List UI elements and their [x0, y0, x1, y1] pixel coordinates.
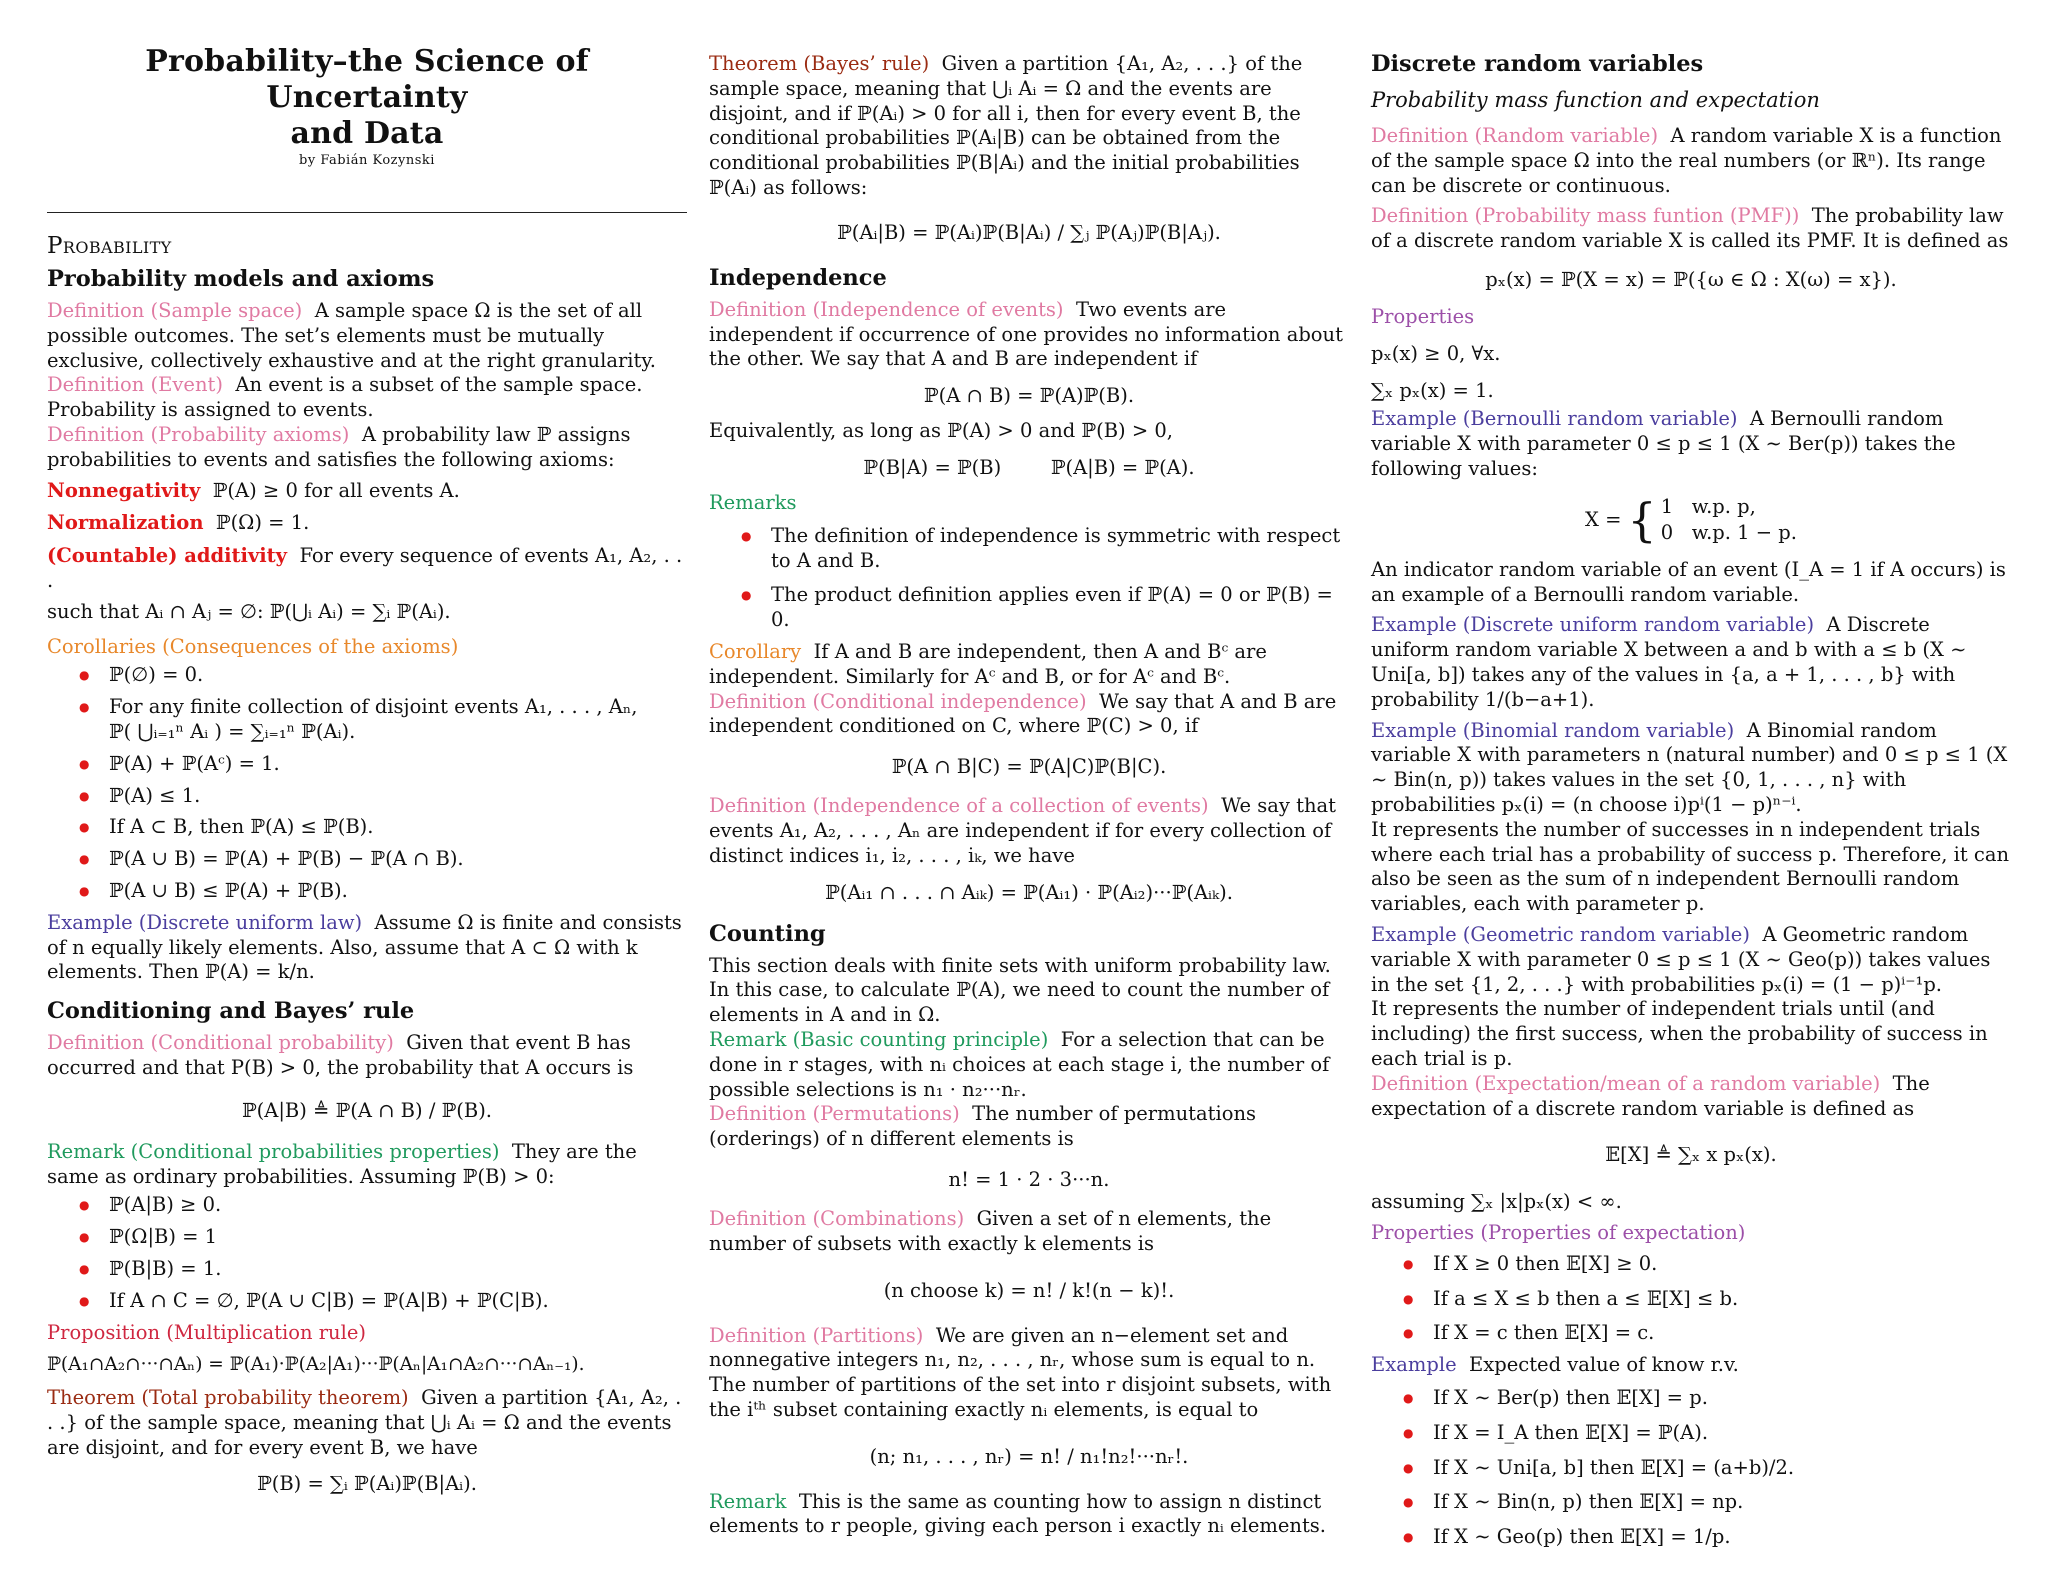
column-1: [47, 0, 687, 1507]
geometric-note: It represents the number of independent trials until (and including) the first success, when the probability of success in each trial is p.: [1371, 997, 1988, 1070]
example-bin-label: Example (Binomial random variable): [1371, 718, 1735, 742]
axiom-nonnegativity: [47, 479, 687, 504]
heading-discrete-rv: Discrete random variables: [1371, 51, 1704, 77]
thm-total-probability: [47, 1386, 687, 1460]
list-item: ● If A ∩ C = ∅, ℙ(A ∪ C|B) = ℙ(A|B) + ℙ(C|B).: [109, 1289, 687, 1314]
title-divider: [47, 212, 687, 213]
list-item: ● ℙ(A|B) ≥ 0.: [109, 1193, 687, 1218]
heading-conditioning: Conditioning and Bayes’ rule: [47, 998, 415, 1025]
nonnegativity-label: Nonnegativity: [47, 478, 201, 502]
list-item: ● If X ∼ Geo(p) then 𝔼[X] = 1/p.: [1433, 1525, 2011, 1550]
list-item: ● If X ∼ Bin(n, p) then 𝔼[X] = np.: [1433, 1490, 2011, 1515]
def-conditional-independence: [709, 690, 1349, 740]
example-bin-text: A Binomial random variable X with parameters n (natural number) and 0 ≤ p ≤ 1 (X ∼ Bin(n, p)) takes values in the set {0, 1, . . . , n} with probabilities pₓ(i) = (n choose i)pⁱ(1 − p)ⁿ⁻ⁱ.: [1371, 718, 2008, 816]
remark-text: This is the same as counting how to assign n distinct elements to r people, giving each person i exactly nᵢ elements.: [709, 1489, 1327, 1538]
def-sample-space-label: Definition (Sample space): [47, 299, 303, 322]
column-3: [1371, 50, 2011, 1557]
list-item: ● ℙ(A) ≤ 1.: [109, 784, 687, 809]
page-title: [47, 44, 687, 152]
def-comb-label: Definition (Combinations): [709, 1206, 965, 1230]
corollaries-list: [47, 663, 687, 903]
def-event-label: Definition (Event): [47, 373, 223, 397]
axiom-additivity: [47, 544, 687, 594]
known-rv-list: [1371, 1386, 2011, 1550]
indep-formula: ℙ(A ∩ B) = ℙ(A)ℙ(B).: [923, 384, 1135, 408]
example-known-label: Example: [1371, 1353, 1457, 1377]
def-conditional-probability: [47, 1031, 687, 1081]
column-2: [709, 52, 1349, 1539]
def-rv-label: Definition (Random variable): [1371, 124, 1659, 147]
def-indep-label: Definition (Independence of events): [709, 297, 1064, 321]
counting-intro: This section deals with finite sets with uniform probability law. In this case, to calculate ℙ(A), we need to count the number of elements in A and in Ω.: [709, 953, 1331, 1027]
list-item: ● ℙ(A) + ℙ(Aᶜ) = 1.: [109, 752, 687, 777]
def-cond-label: Definition (Conditional probability): [47, 1031, 394, 1055]
def-condind-label: Definition (Conditional independence): [709, 689, 1087, 713]
nonnegativity-text: ℙ(A) ≥ 0 for all events A.: [212, 478, 460, 502]
title-line-2: and Data: [290, 116, 444, 151]
corollary-union-formula: ℙ( ⋃ᵢ₌₁ⁿ Aᵢ ) = ∑ᵢ₌₁ⁿ ℙ(Aᵢ).: [109, 719, 356, 743]
pmf-property-2: ∑ₓ pₓ(x) = 1.: [1371, 378, 1494, 402]
list-item: ● The product definition applies even if ℙ(A) = 0 or ℙ(B) = 0.: [771, 583, 1349, 633]
props-expectation-label: Properties (Properties of expectation): [1371, 1221, 1746, 1245]
bern-case-1: 1 w.p. p,: [1660, 494, 1756, 518]
def-condind-text: We say that A and B are independent conditioned on C, where ℙ(C) > 0, if: [709, 689, 1337, 738]
additivity-label: (Countable) additivity: [47, 544, 288, 568]
example-unif-label: Example (Discrete uniform random variable): [1371, 613, 1815, 637]
def-rv-text: A random variable X is a function of the sample space Ω into the real numbers (or ℝⁿ). Its range can be discrete or continuous.: [1371, 124, 2002, 197]
def-exp-text: The expectation of a discrete random variable is defined as: [1371, 1071, 1930, 1120]
prop-multiplication-label: Proposition (Multiplication rule): [47, 1320, 366, 1344]
list-item: ● For any finite collection of disjoint events A₁, . . . , Aₙ, ℙ( ⋃ᵢ₌₁ⁿ Aᵢ ) = ∑ᵢ₌₁ⁿ ℙ(Aᵢ).: [109, 695, 687, 745]
section-probability: Probability: [47, 233, 172, 259]
example-bern-text: A Bernoulli random variable X with parameter 0 ≤ p ≤ 1 (X ∼ Ber(p)) takes the following values:: [1371, 407, 1956, 480]
title-line-1: Probability–the Science of Uncertainty: [145, 44, 589, 115]
def-collect-label: Definition (Independence of a collection of events): [709, 794, 1209, 818]
example-uniform-text: Assume Ω is finite and consists of n equally likely elements. Also, assume that A ⊂ Ω with k elements. Then ℙ(A) = k/n.: [47, 910, 682, 984]
pmf-formula: pₓ(x) = ℙ(X = x) = ℙ({ω ∈ Ω : X(ω) = x}).: [1485, 267, 1897, 291]
part-formula: (n; n₁, . . . , nᵣ) = n! / n₁!n₂!···nᵣ!.: [869, 1444, 1189, 1468]
list-item: ● The definition of independence is symmetric with respect to A and B.: [771, 524, 1349, 574]
def-axioms-text: A probability law ℙ assigns probabilities to events and satisfies the following axioms:: [47, 422, 631, 471]
heading-models-axioms: Probability models and axioms: [47, 266, 435, 292]
equiv-formula: ℙ(B|A) = ℙ(B) ℙ(A|B) = ℙ(A).: [863, 455, 1195, 479]
list-item: ● ℙ(A ∪ B) ≤ ℙ(A) + ℙ(B).: [109, 879, 687, 904]
def-event-text: An event is a subset of the sample space. Probability is assigned to events.: [47, 373, 643, 422]
thm-total-text: Given a partition {A₁, A₂, . . .} of the sample space, meaning that ⋃ᵢ Aᵢ = Ω and the events are disjoint, and for every event B, we have: [47, 1386, 682, 1459]
example-unif-text: A Discrete uniform random variable X between a and b with a ≤ b (X ∼ Uni[a, b]) takes any of the values in {a, a + 1, . . . , b} with probability 1/(b−a+1).: [1371, 613, 1967, 711]
remark-basic-text: For a selection that can be done in r stages, with nᵢ choices at each stage i, the number of possible selections is n₁ · n₂···nᵣ.: [709, 1027, 1330, 1101]
list-item: ● If X = c then 𝔼[X] = c.: [1433, 1321, 2011, 1346]
example-geo-text: A Geometric random variable X with parameter 0 ≤ p ≤ 1 (X ∼ Geo(p)) takes values in the set {1, 2, . . .} with probabilities pₓ(i) = (1 − p)ⁱ⁻¹p.: [1371, 922, 1991, 996]
additivity-formula: such that Aᵢ ∩ Aⱼ = ∅: ℙ(⋃ᵢ Aᵢ) = ∑ᵢ ℙ(Aᵢ).: [47, 599, 451, 623]
def-exp-label: Definition (Expectation/mean of a random variable): [1371, 1071, 1881, 1095]
bern-x: X =: [1585, 508, 1622, 532]
remark-basic-label: Remark (Basic counting principle): [709, 1027, 1049, 1051]
heading-counting: Counting: [709, 920, 826, 947]
list-item: ● If A ⊂ B, then ℙ(A) ≤ ℙ(B).: [109, 815, 687, 840]
example-discrete-uniform-law: [47, 911, 687, 985]
def-axioms: [47, 423, 687, 473]
bayes-text: Given a partition {A₁, A₂, . . .} of the sample space, meaning that ⋃ᵢ Aᵢ = Ω and the events are disjoint, and if ℙ(Aᵢ) > 0 for all i, then for every event B, the conditional probabilities ℙ(Aᵢ|B) can be obtained from the conditional probabilities ℙ(B|Aᵢ) and the initial probabilities ℙ(Aᵢ) as follows:: [709, 52, 1303, 199]
cond-prob-formula: ℙ(A|B) ≜ ℙ(A ∩ B) / ℙ(B).: [242, 1098, 492, 1122]
heading-pmf-expectation: Probability mass function and expectation: [1371, 88, 1820, 112]
def-event: [47, 373, 687, 423]
bayes-formula: ℙ(Aᵢ|B) = ℙ(Aᵢ)ℙ(B|Aᵢ) / ∑ⱼ ℙ(Aⱼ)ℙ(B|Aⱼ).: [837, 220, 1221, 244]
axiom-normalization: [47, 511, 687, 536]
corollary-independence: [709, 640, 1349, 690]
example-bern-label: Example (Bernoulli random variable): [1371, 407, 1738, 431]
list-item: ● If X ≥ 0 then 𝔼[X] ≥ 0.: [1433, 1252, 2011, 1277]
remark-basic-counting: [709, 1028, 1349, 1102]
list-item: ● If X ∼ Uni[a, b] then 𝔼[X] = (a+b)/2.: [1433, 1456, 2011, 1481]
perm-formula: n! = 1 · 2 · 3···n.: [948, 1167, 1110, 1191]
def-combinations: [709, 1207, 1349, 1257]
list-item: ● ℙ(A ∪ B) = ℙ(A) + ℙ(B) − ℙ(A ∩ B).: [109, 847, 687, 872]
list-item: ● ℙ(Ω|B) = 1: [109, 1225, 687, 1250]
example-uniform-label: Example (Discrete uniform law): [47, 910, 363, 934]
def-expectation: [1371, 1072, 2011, 1122]
def-sample-space: [47, 299, 687, 373]
prop-multiplication-formula: ℙ(A₁∩A₂∩···∩Aₙ) = ℙ(A₁)·ℙ(A₂|A₁)···ℙ(Aₙ|A₁∩A₂∩···∩Aₙ₋₁).: [47, 1354, 585, 1376]
def-comb-text: Given a set of n elements, the number of subsets with exactly k elements is: [709, 1206, 1272, 1255]
bern-case-2: 0 w.p. 1 − p.: [1660, 520, 1797, 544]
heading-independence: Independence: [709, 264, 887, 291]
example-discrete-uniform: [1371, 613, 2011, 712]
example-known-text: Expected value of know r.v.: [1469, 1353, 1739, 1377]
remark-assign: [709, 1490, 1349, 1540]
remark-cond-label: Remark (Conditional probabilities properties): [47, 1139, 500, 1163]
pmf-property-1: pₓ(x) ≥ 0, ∀x.: [1371, 341, 1501, 365]
normalization-label: Normalization: [47, 511, 204, 535]
remarks-list: [709, 524, 1349, 633]
def-independence: [709, 298, 1349, 372]
normalization-text: ℙ(Ω) = 1.: [215, 511, 310, 535]
def-pmf-label: Definition (Probability mass funtion (PMF)): [1371, 204, 1800, 228]
example-bernoulli: [1371, 407, 2011, 481]
byline: by Fabián Kozynski: [299, 153, 435, 168]
brace-icon: {: [1627, 492, 1657, 547]
total-prob-formula: ℙ(B) = ∑ᵢ ℙ(Aᵢ)ℙ(B|Aᵢ).: [257, 1472, 477, 1496]
thm-bayes: [709, 52, 1349, 201]
def-sample-space-text: A sample space Ω is the set of all possible outcomes. The set’s elements must be mutually exclusive, collectively exhaustive and at the right granularity.: [47, 299, 656, 372]
list-item: ● If X = I_A then 𝔼[X] = ℙ(A).: [1433, 1421, 2011, 1446]
def-indep-text: Two events are independent if occurrence of one provides no information about the other. We say that A and B are independent if: [709, 297, 1343, 371]
thm-total-label: Theorem (Total probability theorem): [47, 1386, 409, 1410]
comb-formula: (n choose k) = n! / k!(n − k)!.: [883, 1278, 1175, 1302]
def-permutations: [709, 1102, 1349, 1152]
indicator-text: An indicator random variable of an event (I_A = 1 if A occurs) is an example of a Bernoulli random variable.: [1371, 557, 2006, 606]
equivalently-text: Equivalently, as long as ℙ(A) > 0 and ℙ(B) > 0,: [709, 419, 1173, 443]
expectation-formula: 𝔼[X] ≜ ∑ₓ x pₓ(x).: [1605, 1143, 1777, 1167]
bern-cases-lines: [1661, 494, 1797, 546]
bernoulli-cases: [1371, 494, 2011, 546]
remark-cond-list: [47, 1193, 687, 1313]
list-item: ● ℙ(∅) = 0.: [109, 663, 687, 688]
corollary-label: Corollary: [709, 639, 802, 663]
remark-cond-properties: [47, 1140, 687, 1190]
def-perm-label: Definition (Permutations): [709, 1102, 960, 1126]
example-geo-label: Example (Geometric random variable): [1371, 922, 1750, 946]
assuming-text: assuming ∑ₓ |x|pₓ(x) < ∞.: [1371, 1190, 1622, 1214]
def-part-text: We are given an n−element set and nonnegative integers n₁, n₂, . . . , nᵣ, whose sum is equal to n. The number of partitions of the set into r disjoint subsets, with the iᵗʰ subset containing exactly nᵢ elements, is equal to: [709, 1323, 1332, 1421]
remark-cond-text: They are the same as ordinary probabilities. Assuming ℙ(B) > 0:: [47, 1139, 637, 1188]
binomial-note: It represents the number of successes in n independent trials where each trial has a probability of success p. Therefore, it can also be seen as the sum of n independent Bernoulli random variables, each with parameter p.: [1371, 817, 2010, 916]
remarks-label: Remarks: [709, 490, 797, 514]
list-item: ● ℙ(B|B) = 1.: [109, 1257, 687, 1282]
example-geometric: [1371, 923, 2011, 997]
props-expectation-list: [1371, 1252, 2011, 1346]
list-item: ● If X ∼ Ber(p) then 𝔼[X] = p.: [1433, 1386, 2011, 1411]
list-item: ● If a ≤ X ≤ b then a ≤ 𝔼[X] ≤ b.: [1433, 1287, 2011, 1312]
def-perm-text: The number of permutations (orderings) of n different elements is: [709, 1102, 1257, 1151]
condind-formula: ℙ(A ∩ B|C) = ℙ(A|C)ℙ(B|C).: [891, 755, 1167, 779]
properties-label: Properties: [1371, 304, 1475, 328]
additivity-text: For every sequence of events A₁, A₂, . . .: [47, 544, 683, 592]
def-collect-text: We say that events A₁, A₂, . . . , Aₙ are independent if for every collection of distinct indices i₁, i₂, . . . , iₖ, we have: [709, 794, 1336, 867]
corollary-text: If A and B are independent, then A and Bᶜ are independent. Similarly for Aᶜ and B, or for Aᶜ and Bᶜ.: [709, 639, 1267, 688]
remark-label: Remark: [709, 1489, 787, 1513]
collect-formula: ℙ(Aᵢ₁ ∩ . . . ∩ Aᵢₖ) = ℙ(Aᵢ₁) · ℙ(Aᵢ₂)···ℙ(Aᵢₖ).: [825, 880, 1233, 904]
example-binomial: [1371, 719, 2011, 818]
def-cond-text: Given that event B has occurred and that P(B) > 0, the probability that A occurs is: [47, 1031, 634, 1079]
def-random-variable: [1371, 124, 2011, 198]
def-partitions: [709, 1324, 1349, 1423]
example-known-rv: [1371, 1353, 2011, 1378]
bayes-label: Theorem (Bayes’ rule): [709, 52, 930, 75]
def-independence-collection: [709, 794, 1349, 868]
def-pmf: [1371, 204, 2011, 254]
def-pmf-text: The probability law of a discrete random variable X is called its PMF. It is defined as: [1371, 204, 2009, 253]
def-axioms-label: Definition (Probability axioms): [47, 422, 350, 446]
corollaries-label: Corollaries (Consequences of the axioms): [47, 634, 459, 658]
def-part-label: Definition (Partitions): [709, 1323, 924, 1347]
